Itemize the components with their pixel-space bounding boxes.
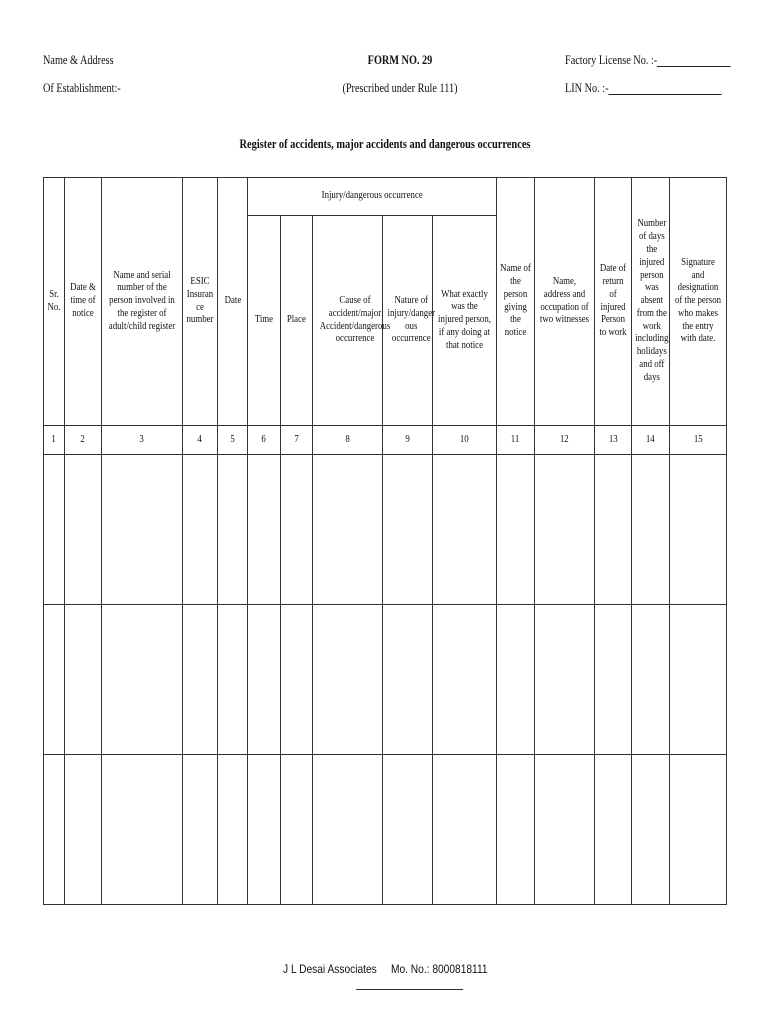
table-cell[interactable]: [632, 605, 670, 755]
table-cell[interactable]: [383, 455, 433, 605]
form-rule-reference: (Prescribed under Rule 111): [342, 81, 458, 95]
table-row: [44, 605, 727, 755]
col-header-person-name: Name and serial number of the person involved in the register of adult/child register: [102, 178, 183, 426]
col-header-time: Time: [248, 216, 281, 426]
col-header-date: Date: [218, 178, 248, 426]
table-cell[interactable]: [44, 755, 65, 905]
table-cell[interactable]: [183, 755, 218, 905]
column-number: 10: [433, 426, 497, 455]
table-cell[interactable]: [670, 755, 727, 905]
column-number: 14: [632, 426, 670, 455]
column-number: 12: [535, 426, 595, 455]
table-cell[interactable]: [595, 755, 632, 905]
lin-blank[interactable]: [609, 94, 722, 95]
register-title: Register of accidents, major accidents and dangerous occurrences: [239, 136, 531, 151]
factory-license-blank[interactable]: [657, 66, 731, 67]
table-cell[interactable]: [497, 605, 535, 755]
table-cell[interactable]: [281, 755, 313, 905]
column-number: 4: [183, 426, 218, 455]
group-header-injury: Injury/dangerous occurrence: [248, 178, 497, 216]
accident-register-table: [43, 177, 727, 905]
column-number: 6: [248, 426, 281, 455]
table-cell[interactable]: [44, 455, 65, 605]
table-cell[interactable]: [433, 755, 497, 905]
table-cell[interactable]: [65, 755, 102, 905]
table-cell[interactable]: [497, 455, 535, 605]
col-header-days-absent: Number of days the injured person was absent from the work including holidays and off days: [632, 178, 670, 426]
col-header-witnesses: Name, address and occupation of two witnesses: [535, 178, 595, 426]
table-cell[interactable]: [433, 455, 497, 605]
table-cell[interactable]: [102, 455, 183, 605]
table-cell[interactable]: [281, 455, 313, 605]
lin-label: LIN No. :-: [565, 81, 722, 95]
table-cell[interactable]: [535, 455, 595, 605]
table-cell[interactable]: [632, 755, 670, 905]
col-header-activity: What exactly was the injured person, if any doing at that notice: [433, 216, 497, 426]
col-header-place: Place: [281, 216, 313, 426]
column-number: 11: [497, 426, 535, 455]
col-header-date-time-notice: Date & time of notice: [65, 178, 102, 426]
table-cell[interactable]: [102, 605, 183, 755]
table-cell[interactable]: [248, 455, 281, 605]
table-cell[interactable]: [670, 605, 727, 755]
column-number: 5: [218, 426, 248, 455]
col-header-return-date: Date of return of injured Person to work: [595, 178, 632, 426]
table-cell[interactable]: [383, 605, 433, 755]
column-number: 1: [44, 426, 65, 455]
establishment-label-line2: Of Establishment:-: [43, 81, 121, 95]
table-cell[interactable]: [595, 455, 632, 605]
table-cell[interactable]: [595, 605, 632, 755]
col-header-notice-giver: Name of the person giving the notice: [497, 178, 535, 426]
establishment-label-line1: Name & Address: [43, 53, 114, 67]
table-cell[interactable]: [433, 605, 497, 755]
column-number: 2: [65, 426, 102, 455]
footer-divider: [356, 989, 463, 990]
col-header-cause: Cause of accident/major Accident/dangerous occurrence: [313, 216, 383, 426]
column-number: 15: [670, 426, 727, 455]
table-cell[interactable]: [65, 605, 102, 755]
col-header-sr-no: Sr. No.: [44, 178, 65, 426]
column-number: 8: [313, 426, 383, 455]
table-cell[interactable]: [535, 605, 595, 755]
col-header-signature: Signature and designation of the person who makes the entry with date.: [670, 178, 727, 426]
table-cell[interactable]: [218, 755, 248, 905]
col-header-esic-number: ESIC Insuran ce number: [183, 178, 218, 426]
table-cell[interactable]: [313, 455, 383, 605]
table-cell[interactable]: [383, 755, 433, 905]
table-cell[interactable]: [632, 455, 670, 605]
table-cell[interactable]: [248, 605, 281, 755]
table-cell[interactable]: [65, 455, 102, 605]
table-cell[interactable]: [248, 755, 281, 905]
table-cell[interactable]: [218, 455, 248, 605]
column-number: 13: [595, 426, 632, 455]
table-cell[interactable]: [44, 605, 65, 755]
table-cell[interactable]: [183, 605, 218, 755]
column-number: 3: [102, 426, 183, 455]
table-cell[interactable]: [102, 755, 183, 905]
factory-license-label: Factory License No. :-: [565, 53, 731, 67]
table-cell[interactable]: [183, 455, 218, 605]
table-row: [44, 755, 727, 905]
column-number: 9: [383, 426, 433, 455]
table-cell[interactable]: [281, 605, 313, 755]
table-cell[interactable]: [535, 755, 595, 905]
table-cell[interactable]: [313, 755, 383, 905]
column-number: 7: [281, 426, 313, 455]
footer-credit: J L Desai Associates Mo. No.: 8000818111: [282, 962, 488, 976]
table-row: [44, 455, 727, 605]
table-cell[interactable]: [218, 605, 248, 755]
table-cell[interactable]: [670, 455, 727, 605]
column-number-row: [44, 426, 727, 455]
table-cell[interactable]: [497, 755, 535, 905]
table-cell[interactable]: [313, 605, 383, 755]
col-header-nature: Nature of injury/danger ous occurrence: [383, 216, 433, 426]
form-number: FORM NO. 29: [367, 53, 433, 67]
